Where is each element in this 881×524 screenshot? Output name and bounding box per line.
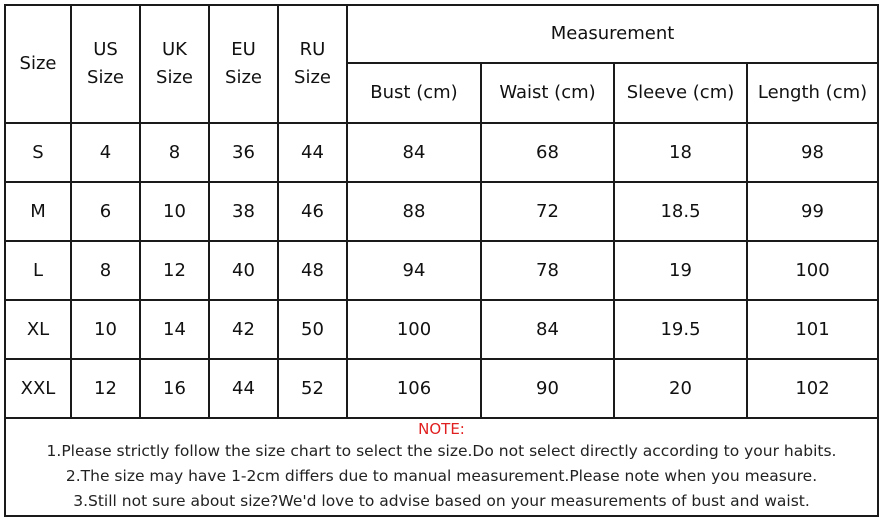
cell-uk: 8: [140, 123, 209, 182]
header-size: Size: [5, 5, 71, 123]
note-section: [5, 418, 878, 516]
cell-size: S: [5, 123, 71, 182]
cell-length: 100: [747, 241, 878, 300]
cell-eu: 36: [209, 123, 278, 182]
cell-eu: 40: [209, 241, 278, 300]
cell-bust: 106: [347, 359, 481, 418]
cell-uk: 16: [140, 359, 209, 418]
header-uk-line2: Size: [156, 67, 193, 88]
header-uk-line1: UK: [162, 39, 187, 60]
cell-eu: 38: [209, 182, 278, 241]
cell-bust: 84: [347, 123, 481, 182]
header-ru-line1: RU: [299, 39, 326, 60]
cell-bust: 94: [347, 241, 481, 300]
cell-size: M: [5, 182, 71, 241]
cell-waist: 68: [481, 123, 614, 182]
cell-waist: 78: [481, 241, 614, 300]
cell-sleeve: 19.5: [614, 300, 747, 359]
header-eu-line1: EU: [231, 39, 256, 60]
cell-length: 101: [747, 300, 878, 359]
cell-us: 12: [71, 359, 140, 418]
cell-uk: 10: [140, 182, 209, 241]
cell-ru: 50: [278, 300, 347, 359]
header-ru-line2: Size: [294, 67, 331, 88]
header-row-1: [5, 5, 878, 63]
header-us-line2: Size: [87, 67, 124, 88]
cell-bust: 88: [347, 182, 481, 241]
cell-uk: 14: [140, 300, 209, 359]
cell-us: 4: [71, 123, 140, 182]
cell-size: XXL: [5, 359, 71, 418]
note-line-1: 1.Please strictly follow the size chart to select the size.Do not select directly according to your habits.: [46, 442, 837, 460]
header-eu-size: [209, 5, 278, 123]
cell-length: 99: [747, 182, 878, 241]
cell-waist: 72: [481, 182, 614, 241]
cell-sleeve: 18.5: [614, 182, 747, 241]
table-row: [5, 359, 878, 418]
cell-us: 8: [71, 241, 140, 300]
cell-ru: 52: [278, 359, 347, 418]
header-us-line1: US: [93, 39, 118, 60]
cell-ru: 48: [278, 241, 347, 300]
cell-sleeve: 20: [614, 359, 747, 418]
cell-eu: 44: [209, 359, 278, 418]
header-waist: Waist (cm): [481, 63, 614, 123]
header-eu-line2: Size: [225, 67, 262, 88]
cell-sleeve: 18: [614, 123, 747, 182]
cell-size: XL: [5, 300, 71, 359]
header-bust: Bust (cm): [347, 63, 481, 123]
cell-bust: 100: [347, 300, 481, 359]
cell-size: L: [5, 241, 71, 300]
note-title: NOTE:: [418, 420, 465, 438]
cell-waist: 84: [481, 300, 614, 359]
cell-eu: 42: [209, 300, 278, 359]
cell-length: 98: [747, 123, 878, 182]
size-chart: [4, 4, 877, 520]
header-measurement: Measurement: [347, 5, 878, 63]
table-row: [5, 300, 878, 359]
cell-sleeve: 19: [614, 241, 747, 300]
cell-length: 102: [747, 359, 878, 418]
note-row: [5, 418, 878, 516]
header-sleeve: Sleeve (cm): [614, 63, 747, 123]
cell-ru: 46: [278, 182, 347, 241]
cell-us: 6: [71, 182, 140, 241]
cell-us: 10: [71, 300, 140, 359]
size-table: [4, 4, 879, 517]
header-uk-size: [140, 5, 209, 123]
header-us-size: [71, 5, 140, 123]
table-row: [5, 182, 878, 241]
note-line-2: 2.The size may have 1-2cm differs due to manual measurement.Please note when you measure.: [65, 467, 818, 485]
header-ru-size: [278, 5, 347, 123]
table-row: [5, 123, 878, 182]
cell-waist: 90: [481, 359, 614, 418]
table-row: [5, 241, 878, 300]
header-length: Length (cm): [747, 63, 878, 123]
note-line-3: 3.Still not sure about size?We'd love to advise based on your measurements of bust and waist.: [73, 492, 810, 510]
cell-uk: 12: [140, 241, 209, 300]
cell-ru: 44: [278, 123, 347, 182]
